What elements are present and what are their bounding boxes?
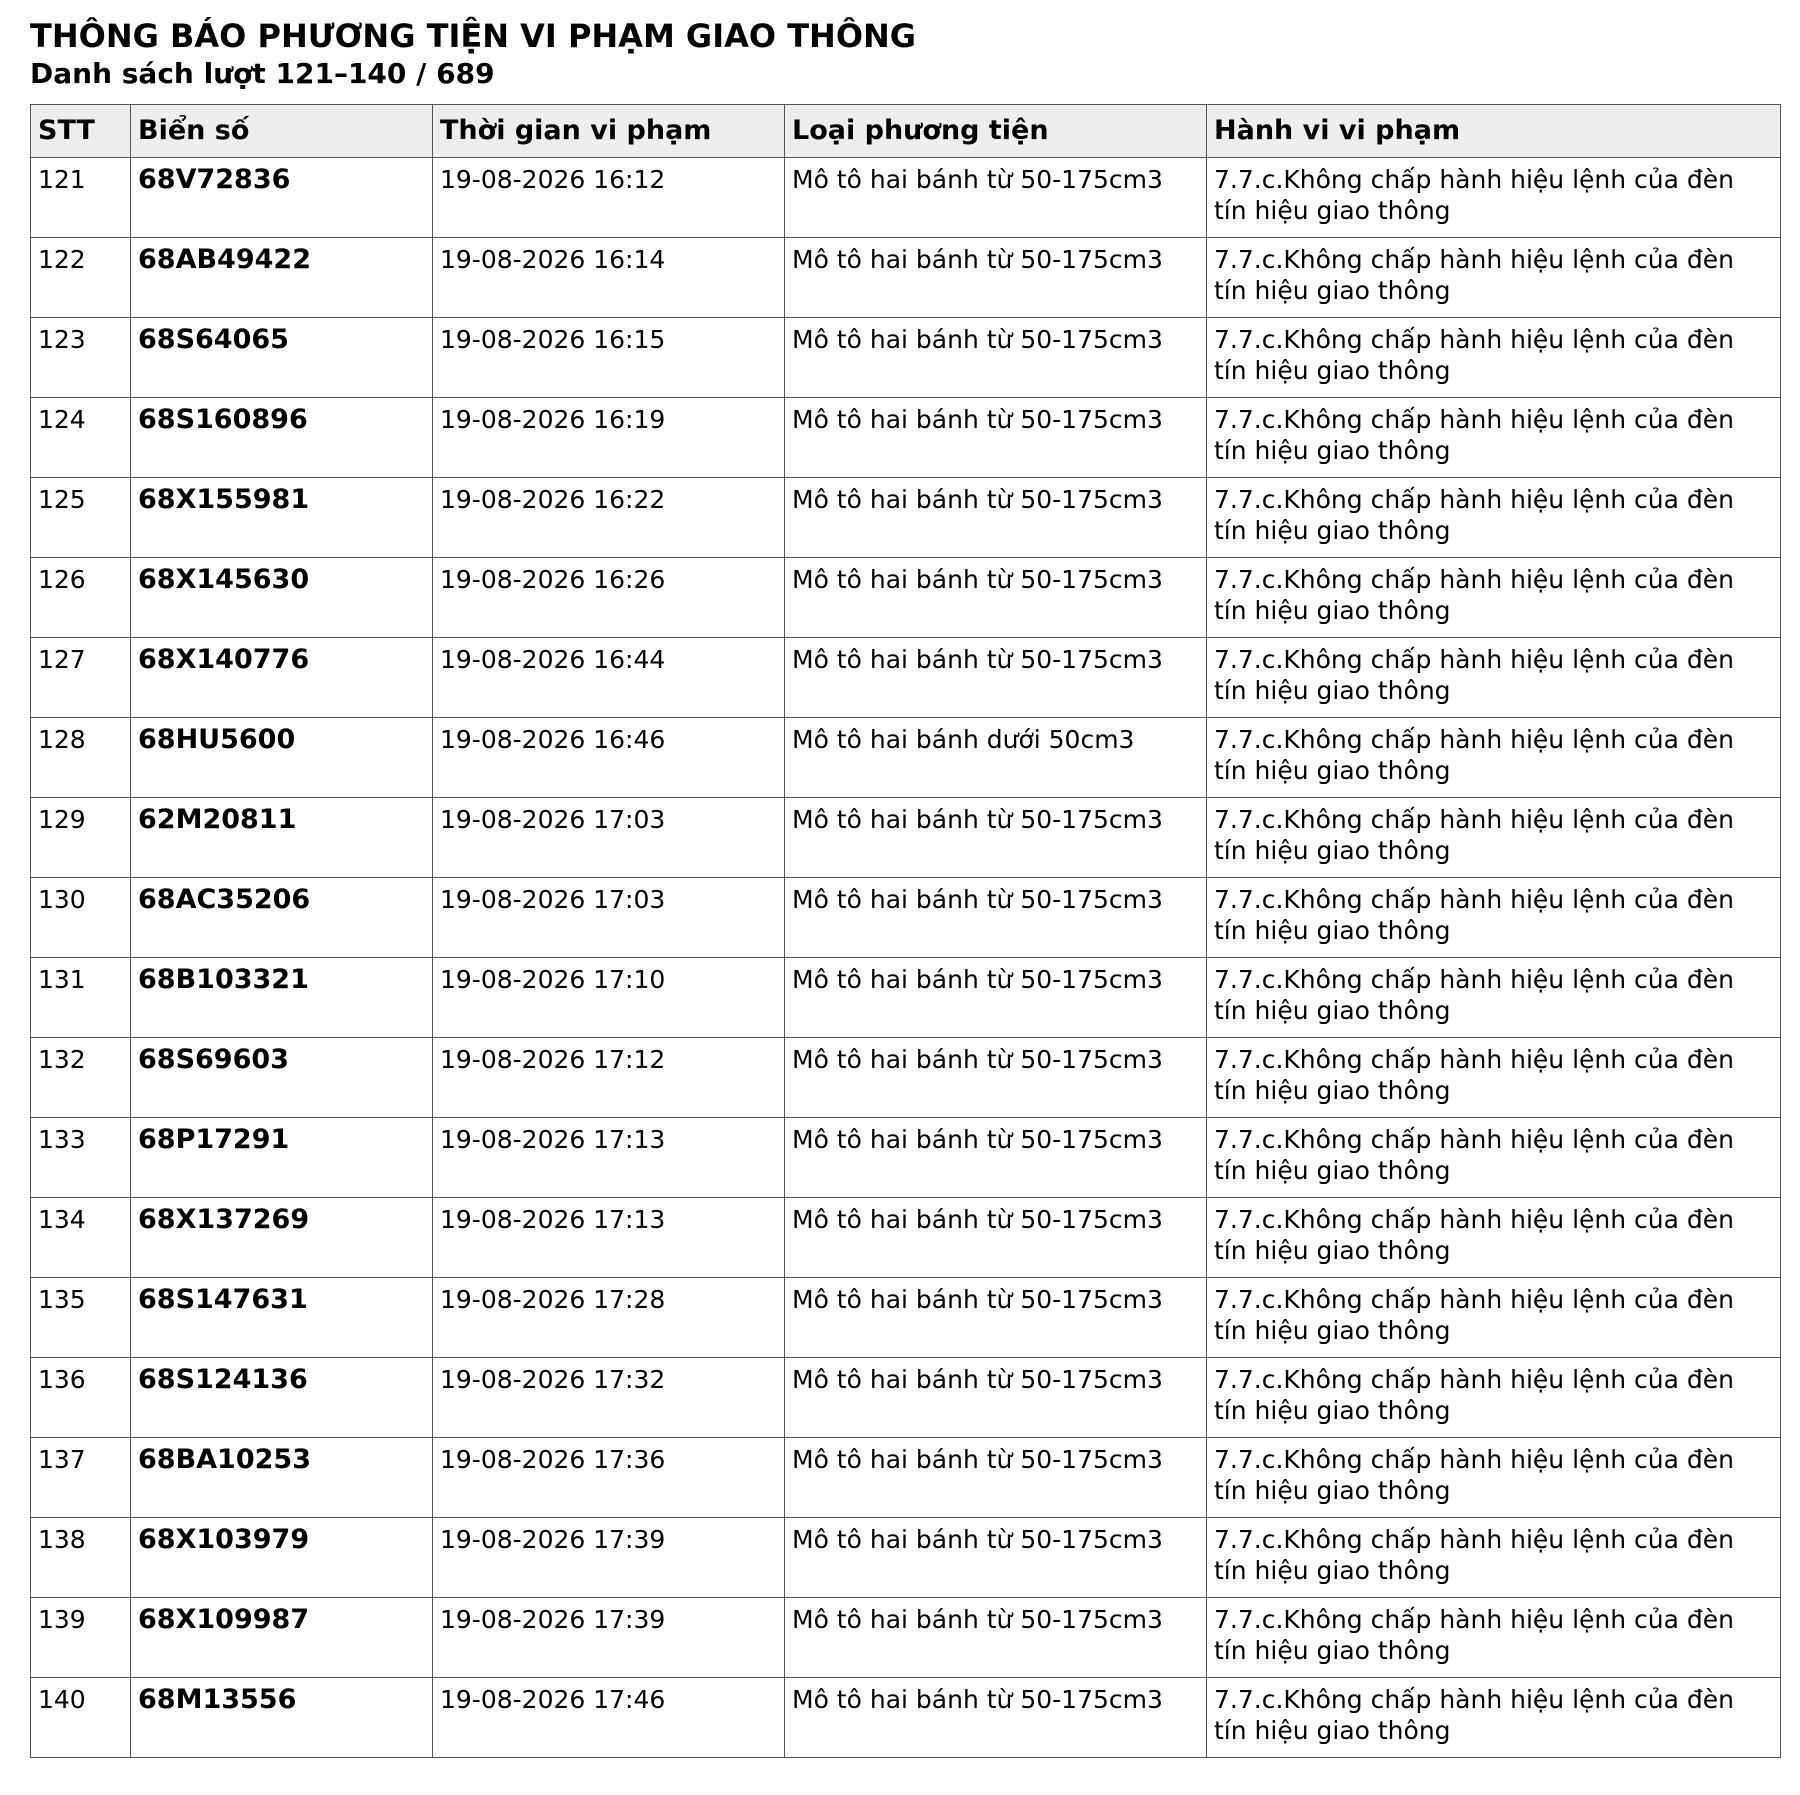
table-row: [31, 1438, 1781, 1518]
table-row: [31, 318, 1781, 398]
cell-stt: 132: [31, 1038, 131, 1118]
table-row: [31, 1358, 1781, 1438]
table-row: [31, 1678, 1781, 1758]
cell-time: 19-08-2026 17:32: [433, 1358, 785, 1438]
column-header-violation: Hành vi vi phạm: [1207, 105, 1781, 158]
cell-violation: 7.7.c.Không chấp hành hiệu lệnh của đèn tín hiệu giao thông: [1207, 398, 1781, 478]
cell-time: 19-08-2026 16:22: [433, 478, 785, 558]
table-row: [31, 1198, 1781, 1278]
cell-stt: 126: [31, 558, 131, 638]
cell-vehicle-type: Mô tô hai bánh từ 50-175cm3: [785, 318, 1207, 398]
cell-time: 19-08-2026 17:36: [433, 1438, 785, 1518]
cell-stt: 133: [31, 1118, 131, 1198]
cell-time: 19-08-2026 16:44: [433, 638, 785, 718]
violations-table: [30, 104, 1781, 1758]
table-row: [31, 398, 1781, 478]
cell-stt: 129: [31, 798, 131, 878]
cell-plate: 68V72836: [131, 158, 433, 238]
cell-vehicle-type: Mô tô hai bánh từ 50-175cm3: [785, 1518, 1207, 1598]
cell-time: 19-08-2026 16:26: [433, 558, 785, 638]
cell-stt: 140: [31, 1678, 131, 1758]
cell-violation: 7.7.c.Không chấp hành hiệu lệnh của đèn tín hiệu giao thông: [1207, 718, 1781, 798]
table-row: [31, 1598, 1781, 1678]
cell-vehicle-type: Mô tô hai bánh từ 50-175cm3: [785, 1598, 1207, 1678]
cell-violation: 7.7.c.Không chấp hành hiệu lệnh của đèn tín hiệu giao thông: [1207, 1438, 1781, 1518]
cell-time: 19-08-2026 17:39: [433, 1598, 785, 1678]
cell-plate: 68X137269: [131, 1198, 433, 1278]
cell-stt: 130: [31, 878, 131, 958]
cell-vehicle-type: Mô tô hai bánh từ 50-175cm3: [785, 1118, 1207, 1198]
cell-vehicle-type: Mô tô hai bánh từ 50-175cm3: [785, 638, 1207, 718]
cell-time: 19-08-2026 17:10: [433, 958, 785, 1038]
cell-plate: 62M20811: [131, 798, 433, 878]
cell-plate: 68BA10253: [131, 1438, 433, 1518]
cell-time: 19-08-2026 17:12: [433, 1038, 785, 1118]
cell-stt: 136: [31, 1358, 131, 1438]
cell-stt: 122: [31, 238, 131, 318]
cell-time: 19-08-2026 17:03: [433, 798, 785, 878]
table-row: [31, 798, 1781, 878]
cell-time: 19-08-2026 16:14: [433, 238, 785, 318]
table-row: [31, 1038, 1781, 1118]
cell-time: 19-08-2026 17:13: [433, 1118, 785, 1198]
table-row: [31, 478, 1781, 558]
column-header-vehicle-type: Loại phương tiện: [785, 105, 1207, 158]
cell-plate: 68X145630: [131, 558, 433, 638]
column-header-time: Thời gian vi phạm: [433, 105, 785, 158]
cell-vehicle-type: Mô tô hai bánh từ 50-175cm3: [785, 1038, 1207, 1118]
cell-stt: 127: [31, 638, 131, 718]
cell-stt: 134: [31, 1198, 131, 1278]
cell-plate: 68S160896: [131, 398, 433, 478]
cell-stt: 139: [31, 1598, 131, 1678]
cell-time: 19-08-2026 17:28: [433, 1278, 785, 1358]
cell-time: 19-08-2026 16:15: [433, 318, 785, 398]
cell-violation: 7.7.c.Không chấp hành hiệu lệnh của đèn tín hiệu giao thông: [1207, 1358, 1781, 1438]
table-row: [31, 638, 1781, 718]
cell-time: 19-08-2026 17:03: [433, 878, 785, 958]
cell-violation: 7.7.c.Không chấp hành hiệu lệnh của đèn tín hiệu giao thông: [1207, 478, 1781, 558]
cell-vehicle-type: Mô tô hai bánh từ 50-175cm3: [785, 1198, 1207, 1278]
column-header-stt: STT: [31, 105, 131, 158]
table-row: [31, 718, 1781, 798]
table-row: [31, 1278, 1781, 1358]
cell-time: 19-08-2026 17:39: [433, 1518, 785, 1598]
cell-plate: 68S147631: [131, 1278, 433, 1358]
cell-vehicle-type: Mô tô hai bánh từ 50-175cm3: [785, 1358, 1207, 1438]
cell-stt: 121: [31, 158, 131, 238]
table-row: [31, 1518, 1781, 1598]
cell-violation: 7.7.c.Không chấp hành hiệu lệnh của đèn tín hiệu giao thông: [1207, 878, 1781, 958]
cell-stt: 131: [31, 958, 131, 1038]
cell-stt: 125: [31, 478, 131, 558]
cell-vehicle-type: Mô tô hai bánh từ 50-175cm3: [785, 478, 1207, 558]
page-subtitle: Danh sách lượt 121–140 / 689: [30, 57, 495, 90]
cell-violation: 7.7.c.Không chấp hành hiệu lệnh của đèn tín hiệu giao thông: [1207, 798, 1781, 878]
cell-violation: 7.7.c.Không chấp hành hiệu lệnh của đèn tín hiệu giao thông: [1207, 158, 1781, 238]
cell-violation: 7.7.c.Không chấp hành hiệu lệnh của đèn tín hiệu giao thông: [1207, 638, 1781, 718]
cell-stt: 135: [31, 1278, 131, 1358]
cell-violation: 7.7.c.Không chấp hành hiệu lệnh của đèn tín hiệu giao thông: [1207, 558, 1781, 638]
cell-plate: 68M13556: [131, 1678, 433, 1758]
table-row: [31, 1118, 1781, 1198]
cell-vehicle-type: Mô tô hai bánh từ 50-175cm3: [785, 958, 1207, 1038]
cell-plate: 68S124136: [131, 1358, 433, 1438]
table-header-row: [31, 105, 1781, 158]
cell-vehicle-type: Mô tô hai bánh từ 50-175cm3: [785, 238, 1207, 318]
cell-violation: 7.7.c.Không chấp hành hiệu lệnh của đèn tín hiệu giao thông: [1207, 1518, 1781, 1598]
table-row: [31, 958, 1781, 1038]
cell-vehicle-type: Mô tô hai bánh từ 50-175cm3: [785, 1678, 1207, 1758]
cell-violation: 7.7.c.Không chấp hành hiệu lệnh của đèn tín hiệu giao thông: [1207, 1678, 1781, 1758]
cell-vehicle-type: Mô tô hai bánh từ 50-175cm3: [785, 1438, 1207, 1518]
cell-plate: 68X140776: [131, 638, 433, 718]
cell-vehicle-type: Mô tô hai bánh từ 50-175cm3: [785, 1278, 1207, 1358]
cell-stt: 138: [31, 1518, 131, 1598]
cell-vehicle-type: Mô tô hai bánh từ 50-175cm3: [785, 878, 1207, 958]
cell-vehicle-type: Mô tô hai bánh từ 50-175cm3: [785, 798, 1207, 878]
cell-time: 19-08-2026 16:12: [433, 158, 785, 238]
cell-plate: 68X155981: [131, 478, 433, 558]
cell-time: 19-08-2026 16:19: [433, 398, 785, 478]
cell-violation: 7.7.c.Không chấp hành hiệu lệnh của đèn tín hiệu giao thông: [1207, 1038, 1781, 1118]
cell-plate: 68X103979: [131, 1518, 433, 1598]
table-row: [31, 878, 1781, 958]
cell-plate: 68HU5600: [131, 718, 433, 798]
cell-violation: 7.7.c.Không chấp hành hiệu lệnh của đèn tín hiệu giao thông: [1207, 958, 1781, 1038]
cell-violation: 7.7.c.Không chấp hành hiệu lệnh của đèn tín hiệu giao thông: [1207, 318, 1781, 398]
cell-vehicle-type: Mô tô hai bánh dưới 50cm3: [785, 718, 1207, 798]
cell-stt: 128: [31, 718, 131, 798]
table-header: [31, 105, 1781, 158]
table-row: [31, 238, 1781, 318]
table-row: [31, 158, 1781, 238]
cell-stt: 124: [31, 398, 131, 478]
cell-plate: 68AB49422: [131, 238, 433, 318]
page-title: THÔNG BÁO PHƯƠNG TIỆN VI PHẠM GIAO THÔNG: [30, 17, 917, 55]
table-body: [31, 158, 1781, 1758]
cell-vehicle-type: Mô tô hai bánh từ 50-175cm3: [785, 558, 1207, 638]
table-row: [31, 558, 1781, 638]
cell-violation: 7.7.c.Không chấp hành hiệu lệnh của đèn tín hiệu giao thông: [1207, 1278, 1781, 1358]
cell-plate: 68P17291: [131, 1118, 433, 1198]
cell-stt: 123: [31, 318, 131, 398]
cell-stt: 137: [31, 1438, 131, 1518]
cell-time: 19-08-2026 17:13: [433, 1198, 785, 1278]
cell-time: 19-08-2026 16:46: [433, 718, 785, 798]
cell-vehicle-type: Mô tô hai bánh từ 50-175cm3: [785, 158, 1207, 238]
cell-vehicle-type: Mô tô hai bánh từ 50-175cm3: [785, 398, 1207, 478]
cell-violation: 7.7.c.Không chấp hành hiệu lệnh của đèn tín hiệu giao thông: [1207, 1198, 1781, 1278]
cell-plate: 68B103321: [131, 958, 433, 1038]
cell-plate: 68X109987: [131, 1598, 433, 1678]
column-header-plate: Biển số: [131, 105, 433, 158]
cell-time: 19-08-2026 17:46: [433, 1678, 785, 1758]
cell-violation: 7.7.c.Không chấp hành hiệu lệnh của đèn tín hiệu giao thông: [1207, 1598, 1781, 1678]
cell-violation: 7.7.c.Không chấp hành hiệu lệnh của đèn tín hiệu giao thông: [1207, 238, 1781, 318]
cell-plate: 68AC35206: [131, 878, 433, 958]
cell-violation: 7.7.c.Không chấp hành hiệu lệnh của đèn tín hiệu giao thông: [1207, 1118, 1781, 1198]
cell-plate: 68S69603: [131, 1038, 433, 1118]
cell-plate: 68S64065: [131, 318, 433, 398]
